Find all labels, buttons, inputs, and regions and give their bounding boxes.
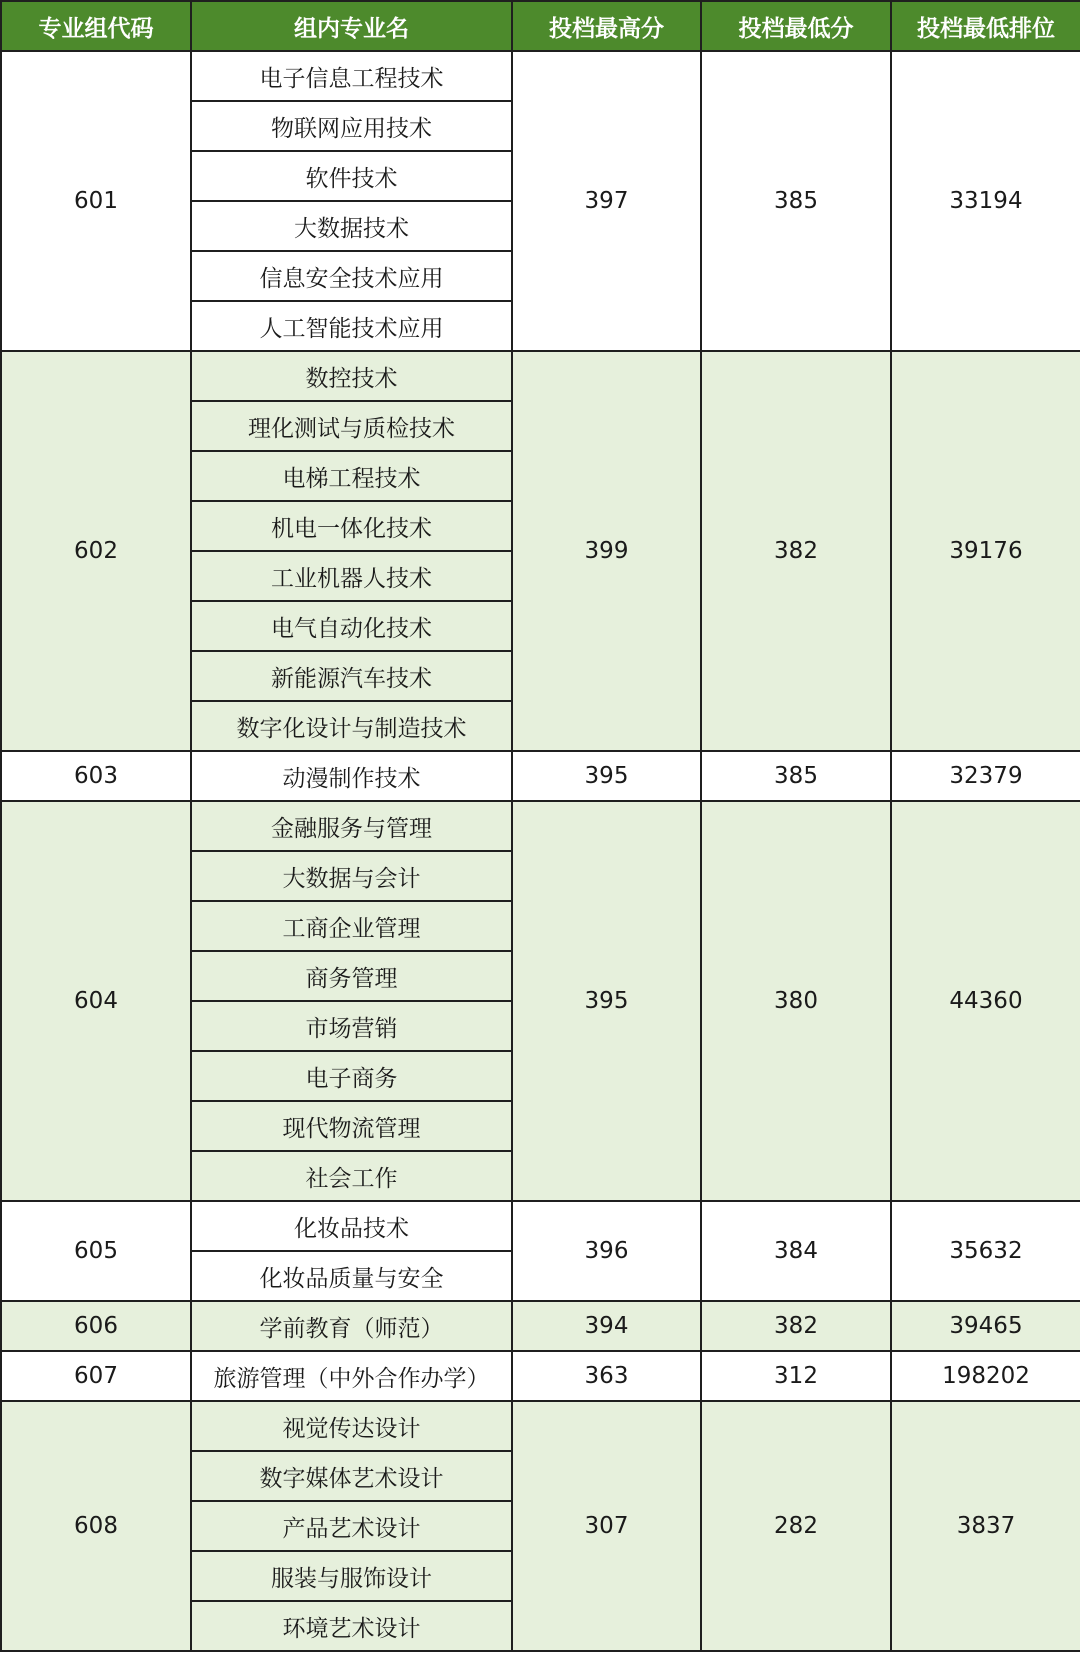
header-majors: 组内专业名 [191, 1, 512, 51]
table-row [1, 801, 1080, 851]
major-name-cell: 软件技术 [191, 151, 512, 201]
major-name-cell: 新能源汽车技术 [191, 651, 512, 701]
group-code-cell: 602 [1, 351, 191, 751]
group-code-cell: 608 [1, 1401, 191, 1651]
table-row [1, 1301, 1080, 1351]
group-code-cell: 604 [1, 801, 191, 1201]
min-rank-cell: 44360 [891, 801, 1080, 1201]
max-score-cell: 307 [512, 1401, 701, 1651]
major-name-cell: 社会工作 [191, 1151, 512, 1201]
table-row [1, 1201, 1080, 1251]
max-score-cell: 399 [512, 351, 701, 751]
max-score-cell: 363 [512, 1351, 701, 1401]
min-score-cell: 384 [701, 1201, 891, 1301]
major-name-cell: 现代物流管理 [191, 1101, 512, 1151]
major-name-cell: 大数据与会计 [191, 851, 512, 901]
min-rank-cell: 32379 [891, 751, 1080, 801]
group-code-cell: 607 [1, 1351, 191, 1401]
major-name-cell: 电子商务 [191, 1051, 512, 1101]
min-rank-cell: 35632 [891, 1201, 1080, 1301]
major-name-cell: 商务管理 [191, 951, 512, 1001]
major-name-cell: 产品艺术设计 [191, 1501, 512, 1551]
major-name-cell: 化妆品技术 [191, 1201, 512, 1251]
min-score-cell: 385 [701, 751, 891, 801]
major-name-cell: 机电一体化技术 [191, 501, 512, 551]
table-row [1, 1401, 1080, 1451]
min-rank-cell: 198202 [891, 1351, 1080, 1401]
max-score-cell: 396 [512, 1201, 701, 1301]
major-name-cell: 工商企业管理 [191, 901, 512, 951]
min-score-cell: 282 [701, 1401, 891, 1651]
major-name-cell: 电气自动化技术 [191, 601, 512, 651]
table-header [1, 1, 1080, 51]
header-group-code: 专业组代码 [1, 1, 191, 51]
group-code-cell: 606 [1, 1301, 191, 1351]
max-score-cell: 397 [512, 51, 701, 351]
table-row [1, 1351, 1080, 1401]
group-code-cell: 605 [1, 1201, 191, 1301]
max-score-cell: 395 [512, 751, 701, 801]
major-name-cell: 旅游管理（中外合作办学） [191, 1351, 512, 1401]
major-name-cell: 金融服务与管理 [191, 801, 512, 851]
min-rank-cell: 39465 [891, 1301, 1080, 1351]
major-name-cell: 数字媒体艺术设计 [191, 1451, 512, 1501]
table-row [1, 51, 1080, 101]
major-name-cell: 动漫制作技术 [191, 751, 512, 801]
max-score-cell: 395 [512, 801, 701, 1201]
major-name-cell: 人工智能技术应用 [191, 301, 512, 351]
major-name-cell: 大数据技术 [191, 201, 512, 251]
major-name-cell: 信息安全技术应用 [191, 251, 512, 301]
min-rank-cell: 3837 [891, 1401, 1080, 1651]
major-name-cell: 数字化设计与制造技术 [191, 701, 512, 751]
major-name-cell: 电子信息工程技术 [191, 51, 512, 101]
min-score-cell: 380 [701, 801, 891, 1201]
major-name-cell: 环境艺术设计 [191, 1601, 512, 1651]
major-name-cell: 物联网应用技术 [191, 101, 512, 151]
min-score-cell: 382 [701, 351, 891, 751]
min-rank-cell: 39176 [891, 351, 1080, 751]
header-max-score: 投档最高分 [512, 1, 701, 51]
major-name-cell: 市场营销 [191, 1001, 512, 1051]
major-name-cell: 化妆品质量与安全 [191, 1251, 512, 1301]
table-row [1, 351, 1080, 401]
major-name-cell: 工业机器人技术 [191, 551, 512, 601]
major-name-cell: 数控技术 [191, 351, 512, 401]
group-code-cell: 603 [1, 751, 191, 801]
major-name-cell: 服装与服饰设计 [191, 1551, 512, 1601]
table-body [1, 51, 1080, 1651]
major-name-cell: 学前教育（师范） [191, 1301, 512, 1351]
header-row [1, 1, 1080, 51]
min-score-cell: 312 [701, 1351, 891, 1401]
major-name-cell: 电梯工程技术 [191, 451, 512, 501]
group-code-cell: 601 [1, 51, 191, 351]
table-row [1, 751, 1080, 801]
max-score-cell: 394 [512, 1301, 701, 1351]
header-min-score: 投档最低分 [701, 1, 891, 51]
min-score-cell: 382 [701, 1301, 891, 1351]
major-name-cell: 理化测试与质检技术 [191, 401, 512, 451]
major-name-cell: 视觉传达设计 [191, 1401, 512, 1451]
min-rank-cell: 33194 [891, 51, 1080, 351]
header-min-rank: 投档最低排位 [891, 1, 1080, 51]
min-score-cell: 385 [701, 51, 891, 351]
